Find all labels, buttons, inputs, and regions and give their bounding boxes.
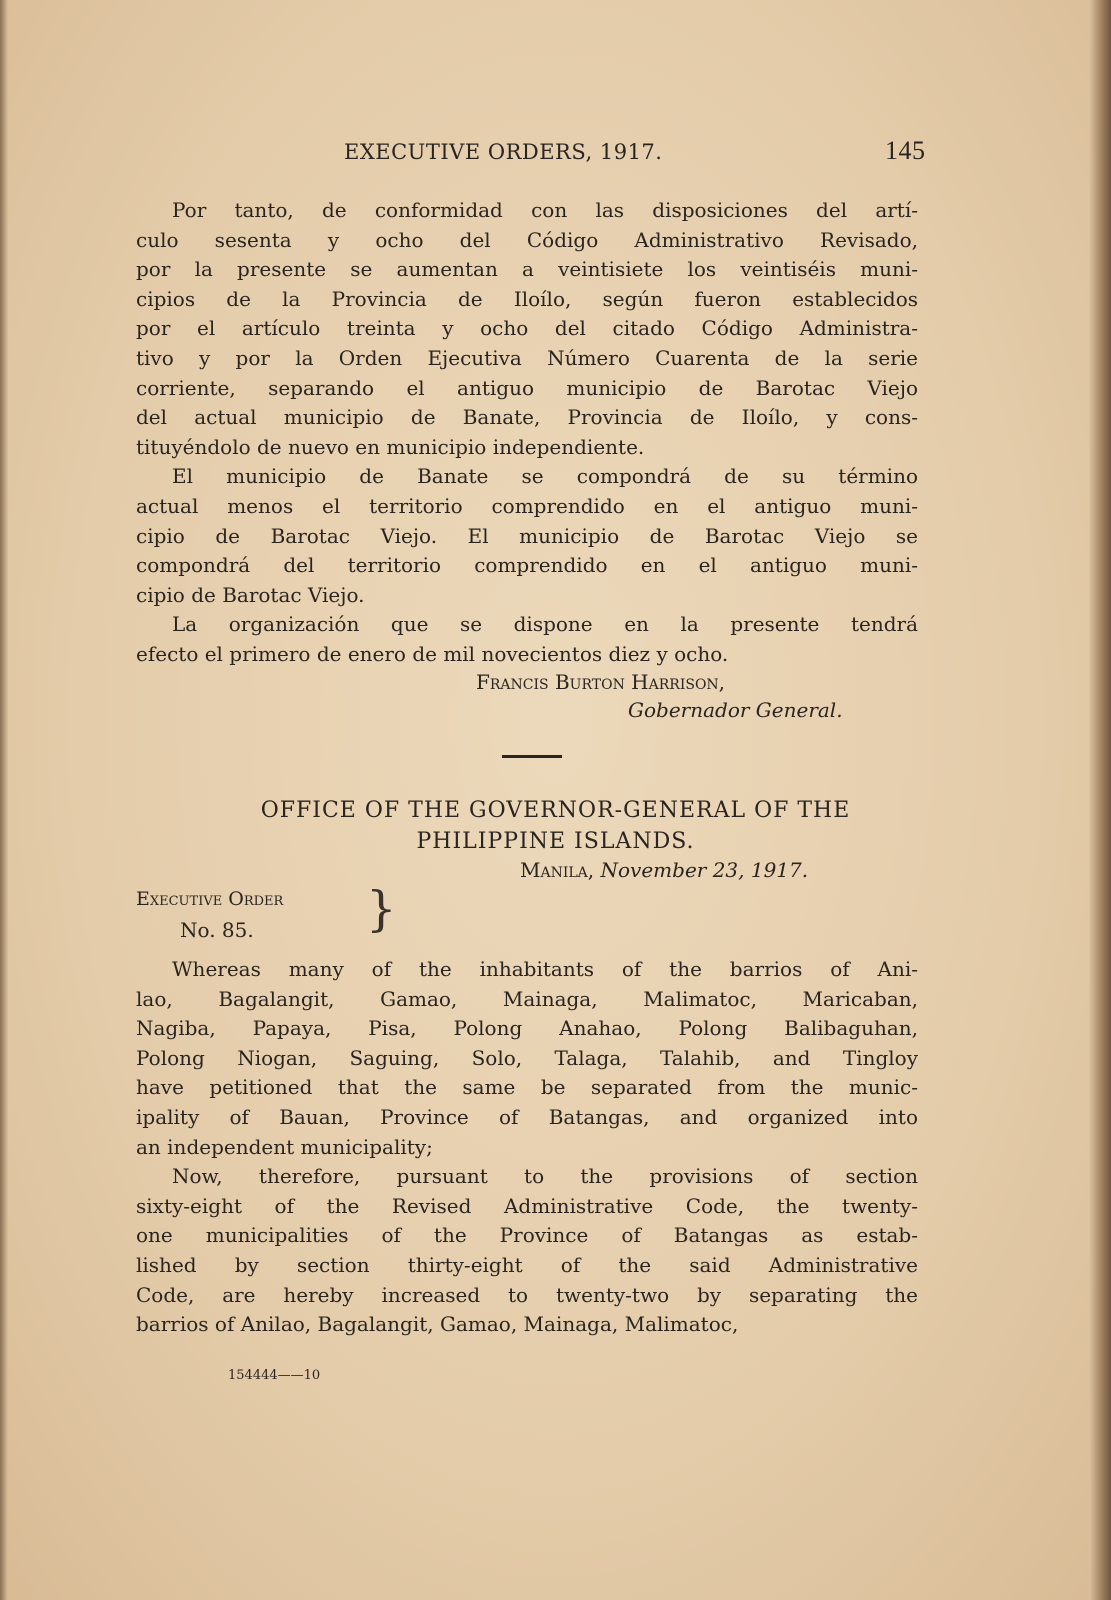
office-heading-line-1: OFFICE OF THE GOVERNOR-GENERAL OF THE [260,798,851,823]
text-line: efecto el primero de enero de mil novecientos diez y ocho. [136,641,729,666]
text-line: Por tanto, de conformidad con las disposiciones del artí- [172,198,918,222]
text-line: tituyéndolo de nuevo en municipio independiente. [136,434,645,459]
text-line: lished by section thirty-eight of the said Administrative [136,1252,918,1277]
text-line: por la presente se aumentan a veintisiete los veintiséis muni- [136,257,918,282]
text-line: ipality of Bauan, Province of Batangas, and organized into [136,1104,918,1129]
text-line: cipios de la Provincia de Iloílo, según fueron establecidos [136,286,918,311]
text-line: culo sesenta y ocho del Código Administrativo Revisado, [136,227,918,252]
text-line: cipio de Barotac Viejo. El municipio de Barotac Viejo se [136,523,918,548]
text-line: barrios of Anilao, Bagalangit, Gamao, Mainaga, Malimatoc, [136,1312,739,1337]
dateline [520,858,808,882]
text-line: compondrá del territorio comprendido en el antiguo muni- [136,553,918,578]
text-line: have petitioned that the same be separated from the munic- [136,1075,918,1100]
text-line: actual menos el territorio comprendido en el antiguo muni- [136,493,918,518]
text-line: La organización que se dispone en la presente tendrá [172,612,918,637]
order-label-line-1: Executive Order [136,888,284,910]
text-line: an independent municipality; [136,1134,433,1159]
dateline-date: November 23, 1917. [600,858,809,882]
text-line: lao, Bagalangit, Gamao, Mainaga, Malimatoc, Maricaban, [136,986,918,1011]
spanish-order-text [136,196,918,670]
dateline-place: Manila, [520,858,595,882]
text-line: Now, therefore, pursuant to the provisions of section [172,1164,918,1189]
english-order-text [136,955,918,1340]
text-line: Nagiba, Papaya, Pisa, Polong Anahao, Polong Balibaguhan, [136,1016,918,1041]
text-line: del actual municipio de Banate, Provincia de Iloílo, y cons- [136,405,918,430]
printer-signature-mark: 154444——10 [228,1368,321,1383]
office-heading-line-2: PHILIPPINE ISLANDS. [416,829,695,854]
order-label-line-2: No. 85. [180,918,254,942]
text-line: por el artículo treinta y ocho del citado Código Administra- [136,316,918,341]
text-line: Polong Niogan, Saguing, Solo, Talaga, Talahib, and Tingloy [136,1045,918,1070]
signature-name-text: Francis Burton Harrison, [476,670,726,694]
signature-name [476,670,725,694]
text-line: El municipio de Banate se compondrá de su término [172,464,918,489]
text-line: corriente, separando el antiguo municipio de Barotac Viejo [136,375,918,400]
section-divider [502,755,562,758]
text-line: one municipalities of the Province of Batangas as estab- [136,1223,918,1248]
office-heading [0,795,1111,857]
page-number: 145 [885,136,926,165]
running-title: EXECUTIVE ORDERS, 1917. [344,140,663,164]
text-line: cipio de Barotac Viejo. [136,582,365,607]
brace-mark: } [366,881,397,937]
signature-title: Gobernador General. [628,698,843,722]
text-line: tivo y por la Orden Ejecutiva Número Cuarenta de la serie [136,345,918,370]
text-line: sixty-eight of the Revised Administrative Code, the twenty- [136,1193,918,1218]
text-line: Code, are hereby increased to twenty-two by separating the [136,1282,918,1307]
text-line: Whereas many of the inhabitants of the barrios of Ani- [172,957,918,981]
